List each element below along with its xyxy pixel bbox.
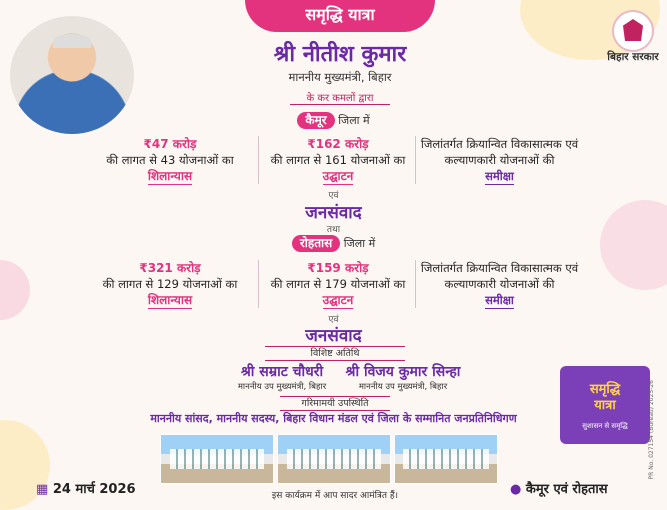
guest-2-name: श्री विजय कुमार सिन्हा <box>345 364 461 380</box>
kaimur-district-heading <box>0 112 667 129</box>
logo-line-2: यात्रा <box>594 398 616 413</box>
kaimur-foundation-text: की लागत से 43 योजनाओं का <box>106 153 234 167</box>
rohtas-suffix: जिला में <box>343 237 376 250</box>
pr-number: PR No. 027154 (Bureau) 2025-26 <box>648 380 655 480</box>
rohtas-district-heading <box>0 235 667 252</box>
chief-minister-name: श्री नीतीश कुमार <box>273 42 407 67</box>
kaimur-foundation <box>75 136 265 185</box>
special-guest-label: विशिष्ट अतिथि <box>265 346 405 361</box>
rohtas-foundation-amount: ₹321 करोड़ <box>139 261 201 275</box>
rohtas-pill: रोहतास <box>292 235 340 252</box>
rohtas-foundation-text: की लागत से 129 योजनाओं का <box>102 277 238 291</box>
rohtas-inauguration-text: की लागत से 179 योजनाओं का <box>270 277 406 291</box>
building-photo <box>277 434 391 484</box>
invitation-text: इस कार्यक्रम में आप सादर आमंत्रित हैं। <box>271 491 399 501</box>
rohtas-jansamvad: जनसंवाद <box>305 326 362 346</box>
byline: के कर कमलों द्वारा <box>290 90 390 105</box>
building-photo <box>160 434 274 484</box>
rohtas-review-text: जिलांतर्गत क्रियान्वित विकासात्मक एवं कल्याणकारी योजनाओं की <box>420 261 579 291</box>
rohtas-review-action: समीक्षा <box>485 293 514 307</box>
decor-circle <box>0 260 30 320</box>
kaimur-review-action: समीक्षा <box>485 169 514 183</box>
kaimur-inauguration-action: उद्घाटन <box>322 169 354 183</box>
location-pin-icon: ● <box>510 482 522 497</box>
kaimur-foundation-amount: ₹47 करोड़ <box>143 137 197 151</box>
presence-text: माननीय सांसद, माननीय सदस्य, बिहार विधान मंडल एवं जिला के सम्मानित जनप्रतिनिधिगण <box>150 412 517 425</box>
samriddhi-yatra-logo <box>560 366 650 444</box>
kaimur-inauguration <box>238 136 438 185</box>
rohtas-inauguration-amount: ₹159 करोड़ <box>307 261 369 275</box>
kaimur-and: एवं <box>328 191 339 201</box>
yatra-banner: समृद्धि यात्रा <box>245 0 435 32</box>
govt-label: बिहार सरकार <box>607 51 659 63</box>
building-photo <box>394 434 498 484</box>
rohtas-foundation <box>75 260 265 309</box>
kaimur-foundation-action: शिलान्यास <box>147 169 193 183</box>
guest-1 <box>222 362 342 392</box>
kaimur-review <box>412 136 587 185</box>
rohtas-review <box>412 260 587 309</box>
kaimur-review-text: जिलांतर्गत क्रियान्वित विकासात्मक एवं कल्याणकारी योजनाओं की <box>420 137 579 167</box>
rohtas-and: एवं <box>328 315 339 325</box>
guest-2 <box>338 362 468 392</box>
logo-tag: सुशासन से समृद्धि <box>582 422 628 430</box>
event-place <box>510 479 608 497</box>
guest-1-name: श्री सम्राट चौधरी <box>240 364 324 380</box>
kaimur-pill: कैमूर <box>297 112 334 129</box>
kaimur-suffix: जिला में <box>338 114 370 127</box>
event-date-text: 24 मार्च 2026 <box>52 482 136 497</box>
rohtas-foundation-action: शिलान्यास <box>147 293 193 307</box>
guest-2-role: माननीय उप मुख्यमंत्री, बिहार <box>358 382 448 392</box>
kaimur-jansamvad: जनसंवाद <box>305 203 362 223</box>
event-place-text: कैमूर एवं रोहतास <box>525 482 608 497</box>
guest-1-role: माननीय उप मुख्यमंत्री, बिहार <box>237 382 327 392</box>
logo-line-1: समृद्धि <box>589 382 621 397</box>
event-date <box>36 479 136 497</box>
rohtas-inauguration-action: उद्घाटन <box>322 293 354 307</box>
rohtas-inauguration <box>238 260 438 309</box>
calendar-icon: ▦ <box>36 482 49 497</box>
presence-label: गरिमामयी उपस्थिति <box>280 396 390 411</box>
chief-minister-role: माननीय मुख्यमंत्री, बिहार <box>288 70 392 84</box>
bihar-emblem-icon <box>612 10 654 52</box>
kaimur-inauguration-amount: ₹162 करोड़ <box>307 137 369 151</box>
kaimur-inauguration-text: की लागत से 161 योजनाओं का <box>270 153 406 167</box>
tatha-label: तथा <box>326 225 341 235</box>
